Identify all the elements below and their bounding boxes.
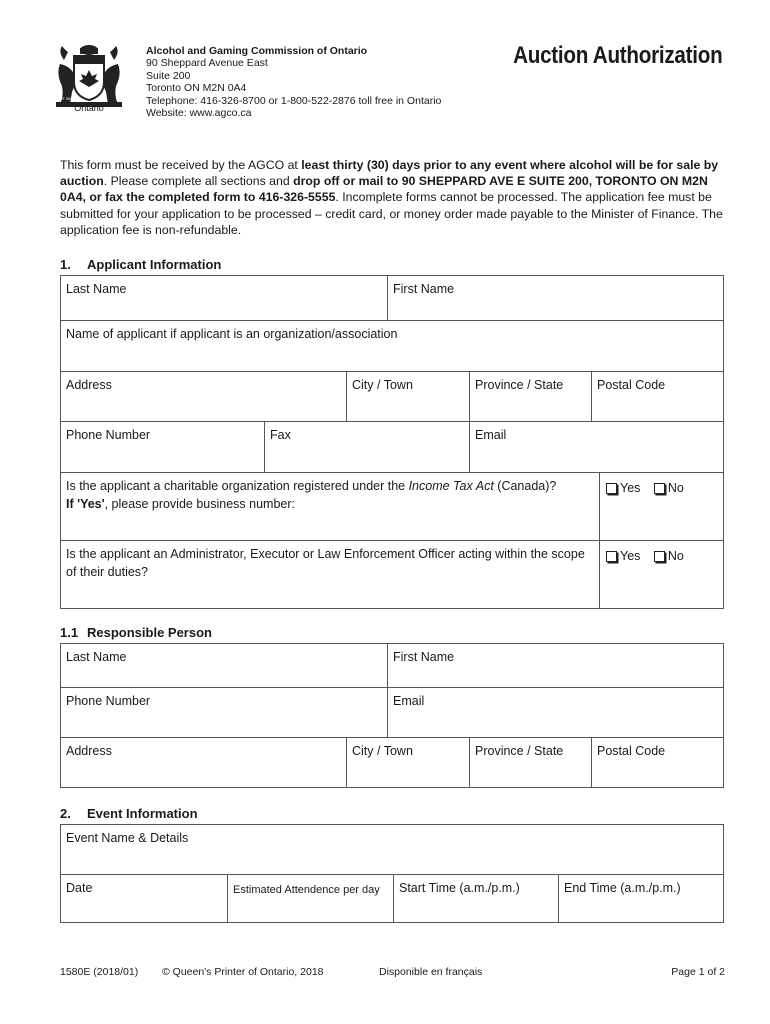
administrator-question-field[interactable] bbox=[61, 541, 600, 608]
telephone: Telephone: 416-326-8700 or 1-800-522-2876 toll free in Ontario bbox=[146, 94, 442, 107]
email-field[interactable] bbox=[470, 422, 723, 473]
field-label: Address bbox=[66, 378, 112, 392]
applicant-information-table bbox=[60, 275, 724, 609]
document-title: Auction Authorization bbox=[512, 42, 722, 69]
section-number: 2. bbox=[60, 806, 71, 821]
field-label: Date bbox=[66, 881, 93, 895]
question-text: Is the applicant an Administrator, Executor or Law Enforcement Officer acting within the scope of their duties? bbox=[66, 547, 585, 579]
intro-bold-text: least thirty (30) days prior to any event where alcohol will be for sale by auction bbox=[60, 158, 719, 189]
event-name-details-field[interactable] bbox=[61, 825, 723, 875]
checkbox-icon bbox=[654, 551, 665, 562]
first-name-field[interactable] bbox=[388, 276, 723, 321]
intro-bold-text: drop off or mail to 90 SHEPPARD AVE E SUITE 200, TORONTO ON M2N 0A4, or fax the completed form to 416-326-5555 bbox=[60, 174, 708, 205]
field-label: End Time (a.m./p.m.) bbox=[564, 881, 681, 895]
section-1-title bbox=[60, 257, 221, 272]
phone-number-field[interactable] bbox=[61, 422, 265, 473]
instructions-paragraph bbox=[60, 157, 728, 238]
field-label: City / Town bbox=[352, 378, 413, 392]
logo-label: Ontario bbox=[74, 103, 104, 113]
organization-name: Alcohol and Gaming Commission of Ontario bbox=[146, 45, 368, 57]
responsible-email-field[interactable] bbox=[388, 688, 723, 738]
field-label: Phone Number bbox=[66, 694, 151, 708]
city-town-field[interactable] bbox=[347, 372, 470, 422]
field-label: Province / State bbox=[475, 378, 564, 392]
french-availability: Disponible en français bbox=[379, 966, 483, 978]
responsible-person-table bbox=[60, 643, 724, 788]
checkbox-icon bbox=[654, 483, 665, 494]
checkbox-label: No bbox=[667, 481, 684, 495]
field-label: Postal Code bbox=[597, 378, 666, 392]
responsible-city-field[interactable] bbox=[347, 738, 470, 787]
event-information-table bbox=[60, 824, 724, 923]
checkbox-icon bbox=[606, 551, 617, 562]
administrator-answer-cell bbox=[600, 541, 723, 608]
section-title-text: Responsible Person bbox=[87, 625, 212, 640]
field-label: Phone Number bbox=[66, 428, 151, 442]
field-label: Postal Code bbox=[597, 744, 666, 758]
checkbox-label: Yes bbox=[620, 481, 641, 495]
postal-code-field[interactable] bbox=[592, 372, 723, 422]
checkbox-label: No bbox=[667, 549, 684, 563]
start-time-field[interactable] bbox=[394, 875, 559, 922]
section-2-title bbox=[60, 806, 198, 821]
organization-address-block bbox=[146, 45, 441, 119]
last-name-field[interactable] bbox=[61, 276, 388, 321]
question-text: Is the applicant a charitable organization registered under the bbox=[66, 479, 409, 493]
website-link[interactable]: www.agco.ca bbox=[189, 107, 252, 120]
responsible-postal-field[interactable] bbox=[592, 738, 723, 787]
responsible-address-field[interactable] bbox=[61, 738, 347, 787]
responsible-first-name-field[interactable] bbox=[388, 644, 723, 688]
organization-name-field[interactable] bbox=[61, 321, 723, 372]
field-label: Email bbox=[393, 694, 425, 708]
section-number: 1.1 bbox=[60, 625, 79, 640]
responsible-province-field[interactable] bbox=[470, 738, 592, 787]
field-label: Event Name & Details bbox=[66, 831, 189, 845]
section-number: 1. bbox=[60, 257, 71, 272]
field-label: Address bbox=[66, 744, 112, 758]
field-label: Province / State bbox=[475, 744, 564, 758]
copyright: © Queen's Printer of Ontario, 2018 bbox=[162, 966, 324, 978]
field-label: First Name bbox=[393, 282, 455, 296]
administrator-yes-checkbox[interactable] bbox=[606, 547, 640, 565]
address-field[interactable] bbox=[61, 372, 347, 422]
charitable-answer-cell bbox=[600, 473, 723, 541]
field-label: Fax bbox=[270, 428, 291, 442]
intro-text: . Incomplete forms cannot be processed. The application fee must be submitted for your application to be processed – credit card, or money order made payable to the Minister of Finance. The application fee is non-refundable. bbox=[60, 190, 723, 237]
field-label: Last Name bbox=[66, 282, 127, 296]
province-state-field[interactable] bbox=[470, 372, 592, 422]
question-text: (Canada)? bbox=[493, 479, 557, 493]
field-label: Start Time (a.m./p.m.) bbox=[399, 881, 520, 895]
checkbox-icon bbox=[606, 483, 617, 494]
responsible-phone-field[interactable] bbox=[61, 688, 388, 738]
responsible-last-name-field[interactable] bbox=[61, 644, 388, 688]
if-yes-label: If 'Yes' bbox=[66, 497, 105, 511]
intro-text: This form must be received by the AGCO at bbox=[60, 158, 302, 172]
field-label: Name of applicant if applicant is an organization/association bbox=[66, 327, 398, 341]
section-1-1-title bbox=[60, 625, 212, 640]
section-title-text: Applicant Information bbox=[87, 257, 222, 272]
field-label: Email bbox=[475, 428, 507, 442]
checkbox-label: Yes bbox=[620, 549, 641, 563]
field-label: First Name bbox=[393, 650, 455, 664]
intro-text: . Please complete all sections and bbox=[103, 174, 294, 189]
address-line: Toronto ON M2N 0A4 bbox=[146, 82, 247, 95]
fax-field[interactable] bbox=[265, 422, 470, 473]
act-name: Income Tax Act bbox=[408, 479, 494, 493]
charitable-yes-checkbox[interactable] bbox=[606, 479, 640, 497]
website-label: Website: bbox=[146, 107, 190, 120]
charitable-no-checkbox[interactable] bbox=[654, 479, 684, 497]
field-label: City / Town bbox=[352, 744, 413, 758]
page-number: Page 1 of 2 bbox=[671, 966, 725, 978]
field-label: Last Name bbox=[66, 650, 127, 664]
end-time-field[interactable] bbox=[559, 875, 723, 922]
charitable-question-field[interactable] bbox=[61, 473, 600, 541]
address-line: 90 Sheppard Avenue East bbox=[146, 57, 268, 70]
estimated-attendance-field[interactable] bbox=[228, 875, 394, 922]
administrator-no-checkbox[interactable] bbox=[654, 547, 684, 565]
svg-text:UT INCEPIT: UT INCEPIT bbox=[60, 97, 80, 101]
form-number: 1580E (2018/01) bbox=[60, 966, 139, 978]
address-line: Suite 200 bbox=[146, 69, 191, 82]
section-title-text: Event Information bbox=[87, 806, 198, 821]
question-text: , please provide business number: bbox=[104, 497, 295, 511]
field-label: Estimated Attendence per day bbox=[233, 884, 380, 896]
event-date-field[interactable] bbox=[61, 875, 228, 922]
